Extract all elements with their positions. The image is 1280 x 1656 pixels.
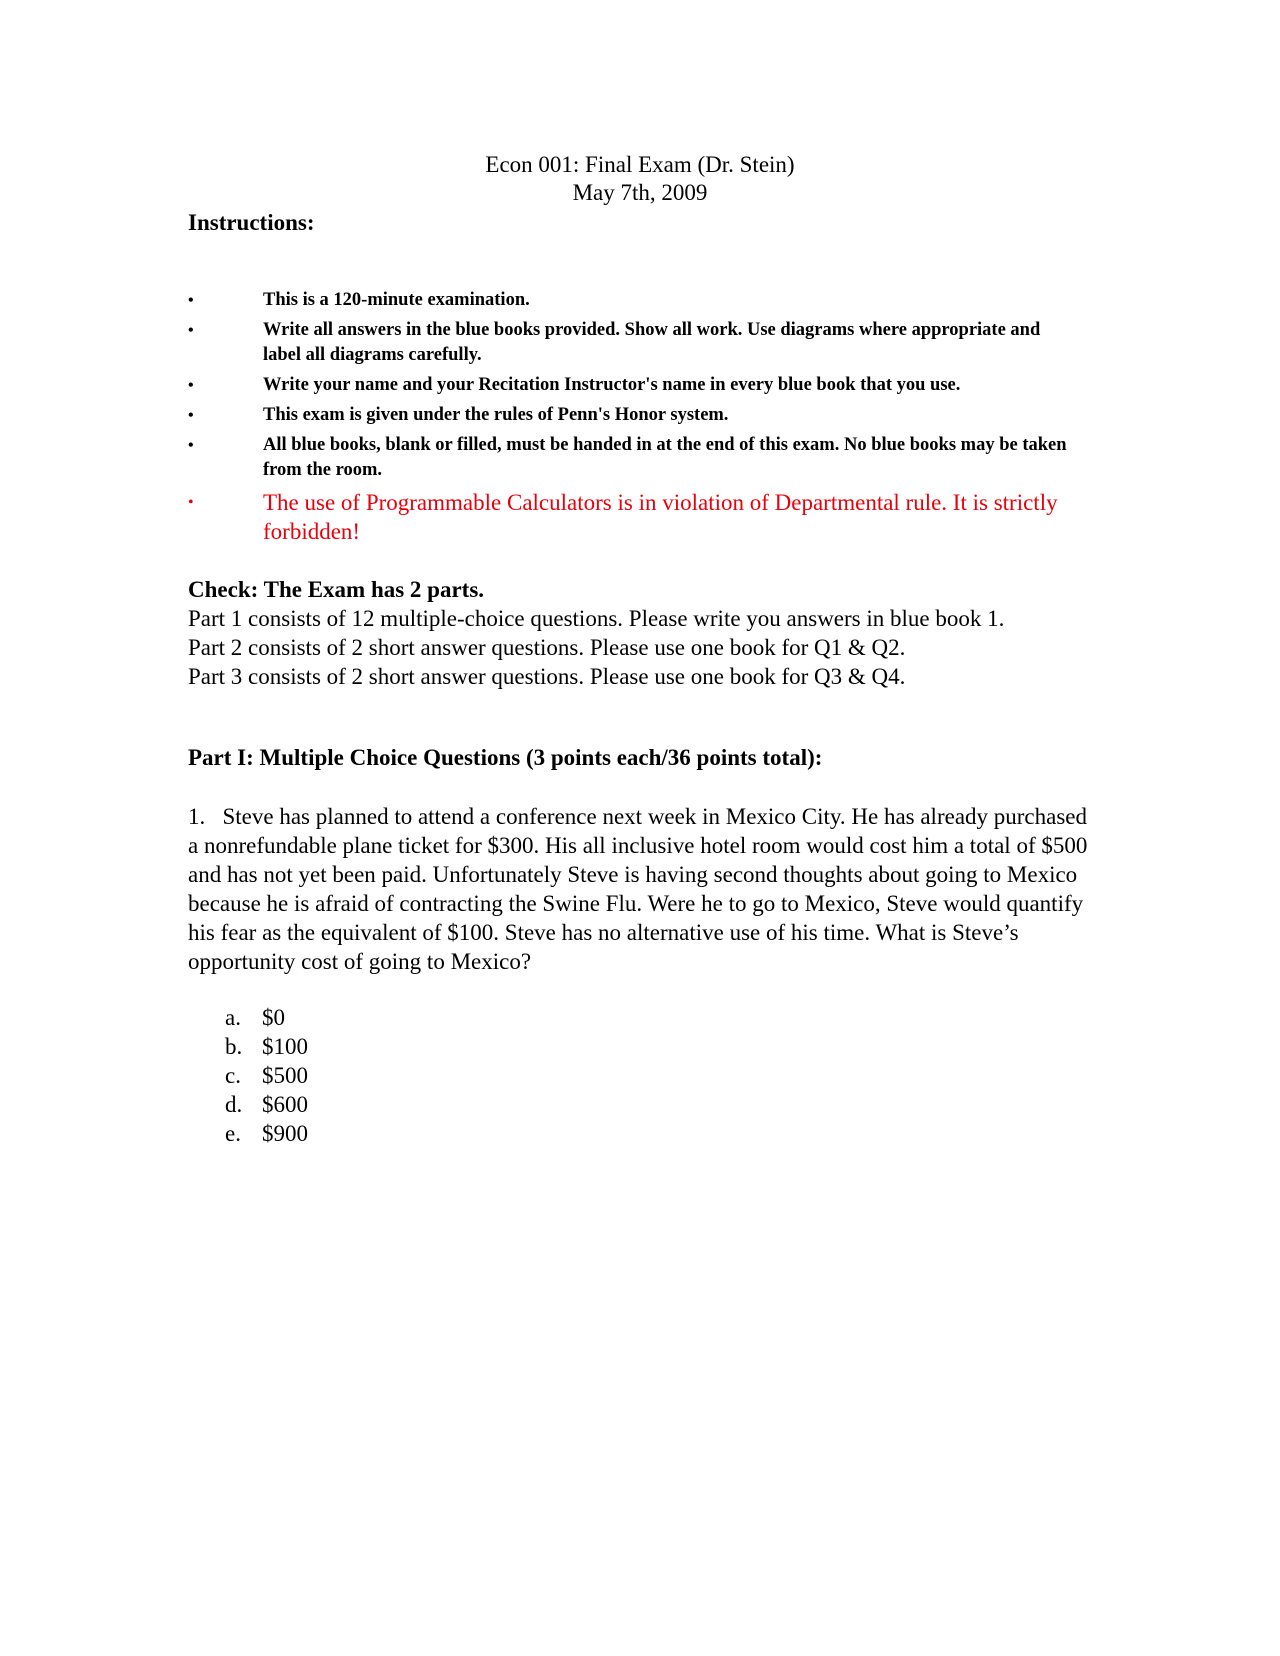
option-d [225,1090,308,1119]
instruction-text: All blue books, blank or filled, must be handed in at the end of this exam. No blue books may be taken from the room. [263,435,1067,480]
option-letter: b. [225,1034,243,1059]
bullet-icon: • [188,494,194,511]
question-1 [188,802,1088,976]
warning-text: The use of Programmable Calculators is in violation of Departmental rule. It is strictly forbidden! [263,490,1058,544]
bullet-icon: • [188,292,194,309]
option-a [225,1003,308,1032]
bullet-icon: • [188,377,194,394]
check-line: Part 3 consists of 2 short answer questions. Please use one book for Q3 & Q4. [188,664,906,689]
instruction-item [188,373,1068,398]
instruction-item [188,288,1068,313]
calculator-warning [188,488,1068,546]
option-letter: a. [225,1005,241,1030]
instruction-text: Write your name and your Recitation Instructor's name in every blue book that you use. [263,375,961,395]
instruction-text: This is a 120-minute examination. [263,290,530,310]
exam-header [0,151,1280,207]
option-value: $0 [262,1005,285,1030]
check-section [188,575,1088,691]
option-value: $500 [262,1063,308,1088]
option-letter: d. [225,1092,243,1117]
question-number: 1. [188,804,206,829]
part1-heading: Part I: Multiple Choice Questions (3 points each/36 points total): [188,745,823,770]
check-title: Check: The Exam has 2 parts. [188,577,485,602]
option-e [225,1119,308,1148]
bullet-icon: • [188,322,194,339]
option-b [225,1032,308,1061]
instructions-heading: Instructions: [188,210,315,235]
bullet-icon: • [188,407,194,424]
option-letter: c. [225,1063,241,1088]
exam-title: Econ 001: Final Exam (Dr. Stein) [485,152,795,177]
answer-options [225,1003,308,1148]
instructions-list [188,288,1068,551]
option-c [225,1061,308,1090]
exam-date: May 7th, 2009 [572,180,708,205]
option-letter: e. [225,1121,241,1146]
question-text: Steve has planned to attend a conference next week in Mexico City. He has already purchased a nonrefundable plane ticket for $300. His all inclusive hotel room would cost him a total of $500 and has not yet been paid. Unfortunately Steve is having second thoughts about going to Mexico because he is afraid of contracting the Swine Flu. Were he to go to Mexico, Steve would quantify his fear as the equivalent of $100. Steve has no alternative use of his time. What is Steve’s opportunity cost of going to Mexico? [188,804,1088,974]
bullet-icon: • [188,437,194,454]
option-value: $100 [262,1034,308,1059]
instruction-text: Write all answers in the blue books provided. Show all work. Use diagrams where appropriate and label all diagrams carefully. [263,320,1041,365]
instruction-item [188,403,1068,428]
option-value: $900 [262,1121,308,1146]
option-value: $600 [262,1092,308,1117]
instruction-text: This exam is given under the rules of Penn's Honor system. [263,405,729,425]
check-line: Part 2 consists of 2 short answer questions. Please use one book for Q1 & Q2. [188,635,906,660]
instruction-item [188,433,1068,483]
instruction-item [188,318,1068,368]
check-line: Part 1 consists of 12 multiple-choice questions. Please write you answers in blue book 1. [188,606,1005,631]
